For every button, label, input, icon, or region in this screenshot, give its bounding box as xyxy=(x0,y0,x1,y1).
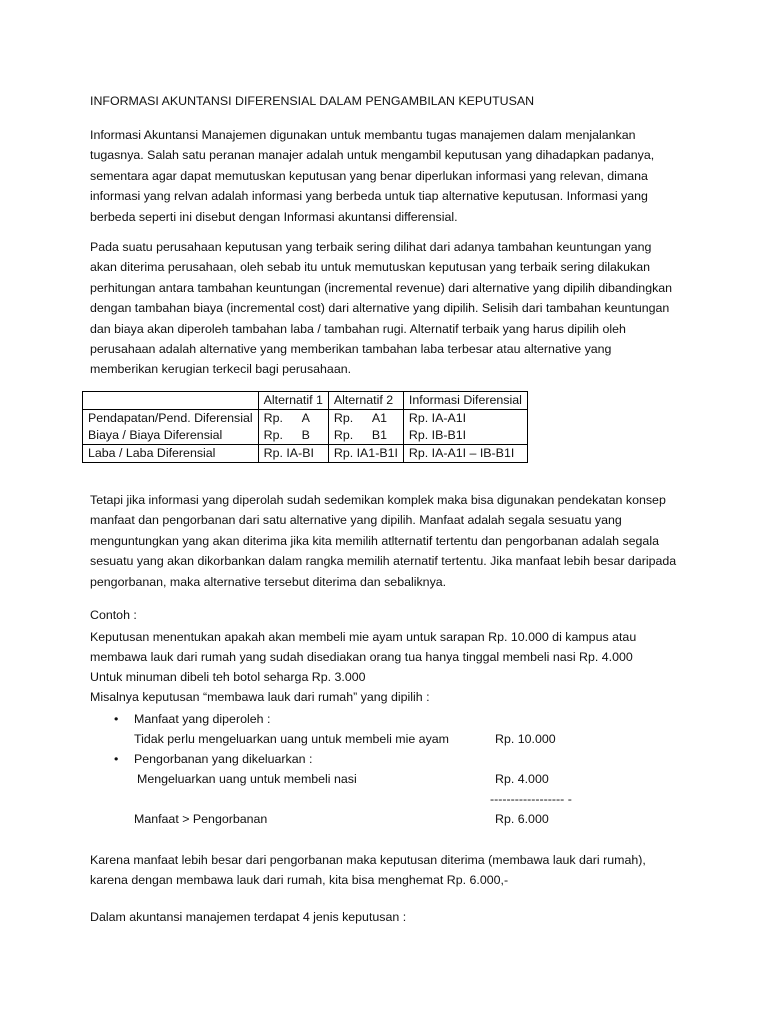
table-cell xyxy=(258,427,328,445)
table-cell xyxy=(328,427,403,445)
example-line: Untuk minuman dibeli teh botol seharga Rp. 3.000 xyxy=(90,670,366,684)
table-cell xyxy=(258,410,328,428)
decision-prefix: Misalnya keputusan “ xyxy=(90,690,208,704)
example-line: Keputusan menentukan apakah akan membeli mie ayam untuk sarapan Rp. 10.000 di kampus atau xyxy=(90,630,637,644)
example-label: Contoh : xyxy=(90,608,137,622)
cost-amount: Rp. 4.000 xyxy=(495,772,549,786)
table-header-cell xyxy=(83,392,259,410)
example-line: membawa lauk dari rumah yang sudah disediakan orang tua hanya tinggal membeli nasi Rp. 4.000 xyxy=(90,650,633,664)
bullet-icon: • xyxy=(114,712,119,726)
table-row xyxy=(83,427,528,445)
table-cell: Rp. IA-A1I – IB-B1I xyxy=(403,445,527,463)
table-value: A1 xyxy=(371,411,388,425)
benefit-amount: Rp. 10.000 xyxy=(495,732,556,746)
table-header-cell: Alternatif 1 xyxy=(258,392,328,410)
table-cell: Rp. IA-BI xyxy=(258,445,328,463)
cost-item: Mengeluarkan uang untuk membeli nasi xyxy=(137,772,357,786)
bullet-label: Pengorbanan yang dikeluarkan : xyxy=(134,752,313,766)
document-title: INFORMASI AKUNTANSI DIFERENSIAL DALAM PENGAMBILAN KEPUTUSAN xyxy=(90,94,535,108)
table-value: B1 xyxy=(371,428,388,442)
bullet-label: Manfaat yang diperoleh : xyxy=(134,712,271,726)
table-value: B xyxy=(301,428,310,442)
table-cell: Pendapatan/Pend. Diferensial xyxy=(83,410,259,428)
paragraph-incremental: Pada suatu perusahaan keputusan yang terbaik sering dilihat dari adanya tambahan keuntungan yang akan diterima perusahaan, oleh sebab itu untuk memutuskan keputusan yang terbaik sering dilakukan perhitungan antara tambahan keuntungan (incremental revenue) dari alternative yang dipilih dibandingkan dengan tambahan biaya (incremental cost) dari alternative yang dipilih. Selisih dari tambahan keuntungan dan biaya akan diperoleh tambahan laba / tambahan rugi. Alternatif terbaik yang harus dipilih oleh perusahaan adalah alternative yang memberikan tambahan laba terbesar atau alternative yang memberikan kerugian terkecil bagi perusahaan. xyxy=(90,240,673,377)
table-cell xyxy=(328,410,403,428)
table-cell: Rp. IA1-B1I xyxy=(328,445,403,463)
currency-label: Rp. xyxy=(263,428,283,442)
decision-suffix: ” yang dipilih : xyxy=(353,690,430,704)
table-header-cell: Alternatif 2 xyxy=(328,392,403,410)
result-amount: Rp. 6.000 xyxy=(495,812,549,826)
table-cell: Rp. IB-B1I xyxy=(403,427,527,445)
table-cell: Biaya / Biaya Diferensial xyxy=(83,427,259,445)
bullet-benefit xyxy=(114,709,270,729)
table-header-row xyxy=(83,392,528,410)
table-row xyxy=(83,445,528,463)
paragraph-conclusion: Karena manfaat lebih besar dari pengorbanan maka keputusan diterima (membawa lauk dari rumah), karena dengan membawa lauk dari rumah, kita bisa menghemat Rp. 6.000,- xyxy=(90,853,646,888)
table-cell: Laba / Laba Diferensial xyxy=(83,445,259,463)
bullet-cost xyxy=(114,749,312,769)
decision-quote: membawa lauk dari rumah xyxy=(207,690,354,704)
table-header-cell: Informasi Diferensial xyxy=(403,392,527,410)
decision-line xyxy=(90,687,430,707)
paragraph-intro: Informasi Akuntansi Manajemen digunakan untuk membantu tugas manajemen dalam menjalankan tugasnya. Salah satu peranan manajer adalah untuk mengambil keputusan yang dihadapkan padanya, sementara agar dapat memutuskan keputusan yang benar diperlukan informasi yang relevan, dimana informasi yang relvan adalah informasi yang berbeda untuk tiap alternative keputusan. Informasi yang berbeda seperti ini disebut dengan Informasi akuntansi differensial. xyxy=(90,128,655,224)
sum-divider: ------------------ - xyxy=(490,792,572,806)
currency-label: Rp. xyxy=(333,411,354,425)
paragraph-benefit-cost: Tetapi jika informasi yang diperolah sudah sedemikan komplek maka bisa digunakan pendekatan konsep manfaat dan pengorbanan dari satu alternative yang dipilih. Manfaat adalah segala sesuatu yang menguntungkan yang akan diterima jika kita memilih atlternatif tertentu dan pengorbanan adalah segala sesuatu yang akan dikorbankan dalam rangka memilih aternatif tertentu. Jika manfaat lebih besar daripada pengorbanan, maka alternative tersebut diterima dan sebaliknya. xyxy=(90,493,677,589)
table-cell: Rp. IA-A1I xyxy=(403,410,527,428)
currency-label: Rp. xyxy=(333,428,354,442)
table-row xyxy=(83,410,528,428)
bullet-icon: • xyxy=(114,752,119,766)
table-value: A xyxy=(301,411,310,425)
result-label: Manfaat > Pengorbanan xyxy=(134,812,268,826)
differential-table xyxy=(82,391,528,463)
currency-label: Rp. xyxy=(263,411,283,425)
paragraph-decision-types: Dalam akuntansi manajemen terdapat 4 jenis keputusan : xyxy=(90,910,407,924)
benefit-item: Tidak perlu mengeluarkan uang untuk membeli mie ayam xyxy=(134,732,449,746)
